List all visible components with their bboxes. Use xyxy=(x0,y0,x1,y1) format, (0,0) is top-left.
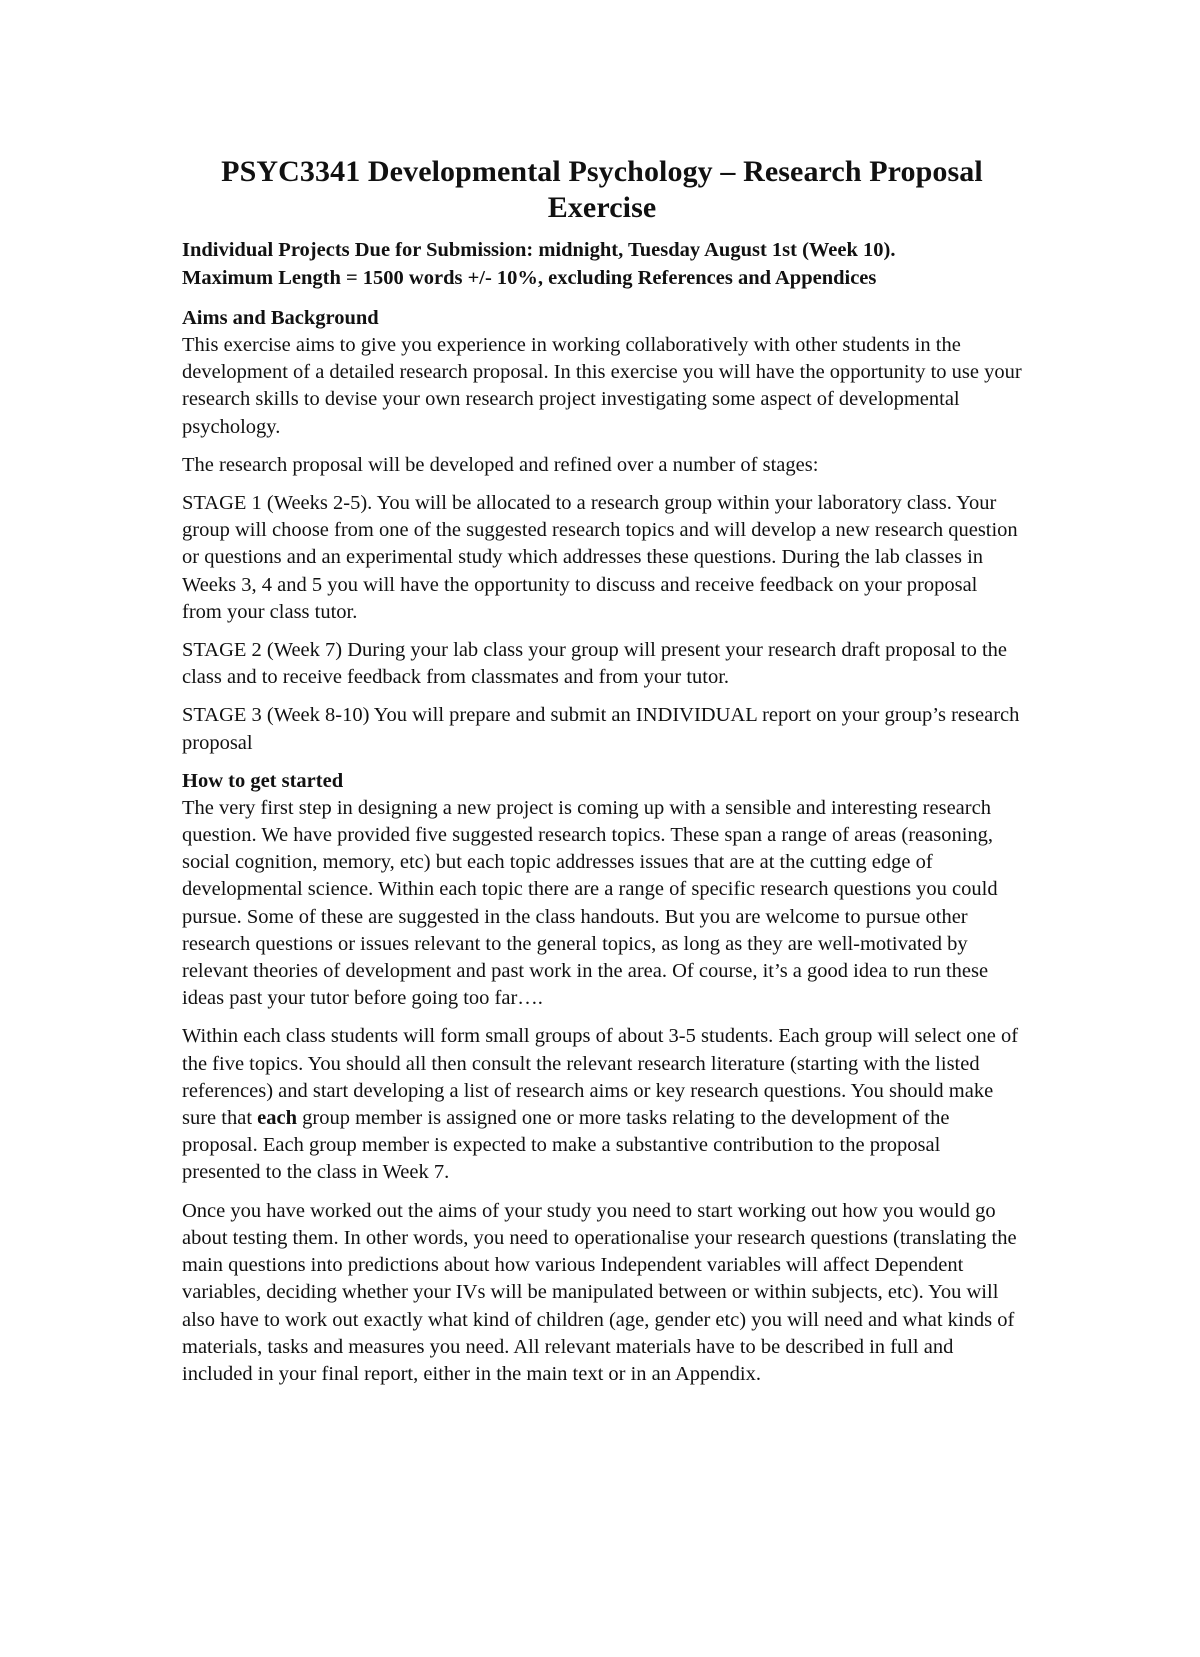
due-date-line: Individual Projects Due for Submission: midnight, Tuesday August 1st (Week 10). xyxy=(182,239,896,261)
paragraph-aims: This exercise aims to give you experience in working collaboratively with other students in the development of a detailed research proposal. In this exercise you will have the opportunity to use your research skills to devise your own research project investigating some aspect of developmental psychology. xyxy=(182,334,1022,438)
paragraph-stages-intro: The research proposal will be developed and refined over a number of stages: xyxy=(182,453,819,476)
paragraph-stage-3: STAGE 3 (Week 8-10) You will prepare and submit an INDIVIDUAL report on your group’s research proposal xyxy=(182,704,1020,754)
section-how-to-get-started xyxy=(182,768,1022,1388)
paragraph-stage-2: STAGE 2 (Week 7) During your lab class your group will present your research draft proposal to the class and to receive feedback from classmates and from your tutor. xyxy=(182,639,1008,689)
paragraph-operationalise: Once you have worked out the aims of your study you need to start working out how you would go about testing them. In other words, you need to operationalise your research questions (translating the main questions into predictions about how various Independent variables will affect Dependent variables, deciding whether your IVs will be manipulated between or within subjects, etc). You will also have to work out exactly what kind of children (age, gender etc) you will need and what kinds of materials, tasks and measures you need. All relevant materials have to be described in full and included in your final report, either in the main text or in an Appendix. xyxy=(182,1199,1017,1385)
paragraph-groups-text: Within each class students will form small groups of about 3-5 students. Each group will select one of the five topics. You should all then consult the relevant research literature (starting with the listed references) and start developing a list of research aims or key research questions. You should make sure that xyxy=(182,1025,1019,1130)
paragraph-groups-text: group member is assigned one or more tasks relating to the development of the proposal. Each group member is expected to make a substantive contribution to the proposal presented to the class in Week 7. xyxy=(182,1107,950,1184)
submission-info xyxy=(182,236,1022,292)
emphasis-each: each xyxy=(257,1107,298,1130)
document-title: PSYC3341 Developmental Psychology – Research Proposal Exercise xyxy=(221,155,983,224)
section-aims-background xyxy=(182,305,1022,757)
paragraph-stage-1: STAGE 1 (Weeks 2-5). You will be allocated to a research group within your laboratory class. Your group will choose from one of the suggested research topics and will develop a new research question or questions and an experimental study which addresses these questions. During the lab classes in Weeks 3, 4 and 5 you will have the opportunity to discuss and receive feedback on your proposal from your class tutor. xyxy=(182,492,1018,623)
section-heading: How to get started xyxy=(182,769,344,792)
paragraph-groups xyxy=(182,1023,1022,1186)
section-heading: Aims and Background xyxy=(182,307,379,329)
paragraph-research-question: The very first step in designing a new project is coming up with a sensible and interesting research question. We have provided five suggested research topics. These span a range of areas (reasoning, social cognition, memory, etc) but each topic addresses issues that are at the cutting edge of developmental science. Within each topic there are a range of specific research questions you could pursue. Some of these are suggested in the class handouts. But you are welcome to pursue other research questions or issues relevant to the general topics, as long as they are well-motivated by relevant theories of development and past work in the area. Of course, it’s a good idea to run these ideas past your tutor before going too far…. xyxy=(182,796,998,1010)
length-limit-line: Maximum Length = 1500 words +/- 10%, excluding References and Appendices xyxy=(182,267,877,289)
